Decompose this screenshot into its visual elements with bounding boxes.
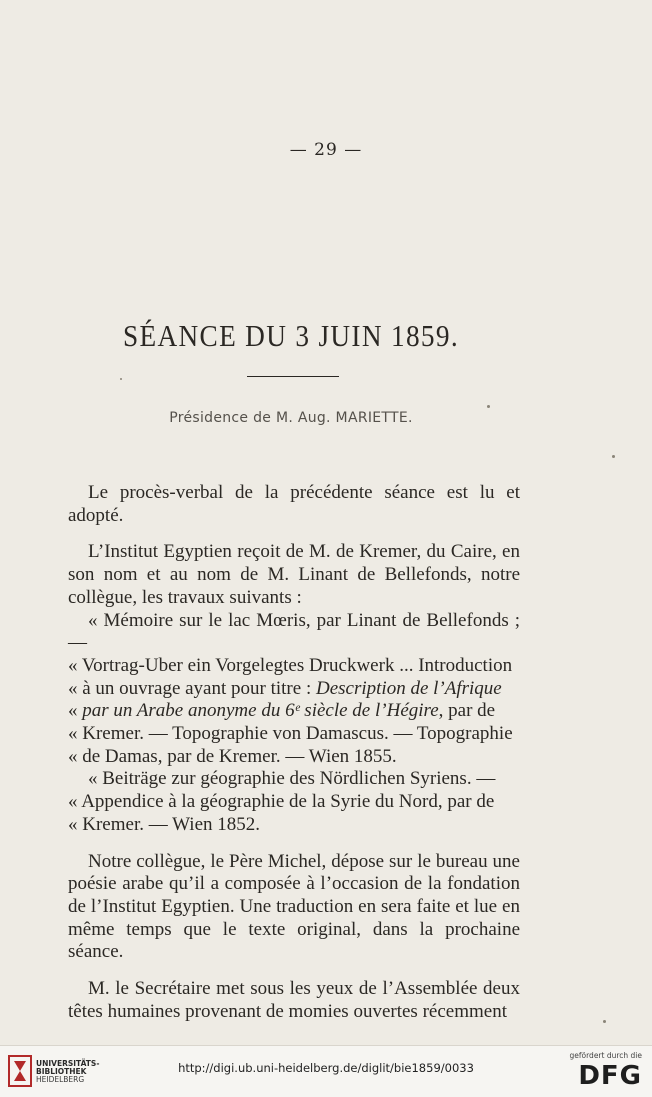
paragraph-secretaire: M. le Secrétaire met sous les yeux de l’Assemblée deux têtes humaines provenant de momies ouvertes récemment <box>68 978 520 1022</box>
paper-speck <box>120 378 122 380</box>
body-text <box>68 482 520 1023</box>
quote-line: « Beiträge zur géographie des Nördlichen Syriens. — <box>88 768 496 790</box>
quote-line: « Vortrag-Uber ein Vorgelegtes Druckwerk ... Introduction <box>68 654 513 676</box>
page-number: — 29 — <box>289 140 363 160</box>
quote-text: , par de <box>438 700 496 722</box>
quote-line <box>68 700 520 723</box>
funded-by-label: gefördert durch die <box>569 1051 642 1060</box>
quote-line: « Kremer. — Topographie von Damascus. — Topographie <box>68 723 513 745</box>
library-line: HEIDELBERG <box>36 1075 85 1084</box>
paragraph-minutes: Le procès-verbal de la précédente séance est lu et adopté. <box>68 482 520 526</box>
paragraph-pere-michel: Notre collègue, le Père Michel, dépose sur le bureau une poésie arabe qu’il a composée à l’occasion de la fondation de l’Institut Egyptien. Une traduction en sera faite et lue en même temps que le texte original, dans la prochaine séance. <box>68 850 520 963</box>
presidence-line: Présidence de M. Aug. MARIETTE. <box>169 410 413 426</box>
quote-line: « Kremer. — Wien 1852. <box>68 813 261 835</box>
quote-text: « à un ouvrage ayant pour titre : <box>68 677 316 699</box>
session-title: SÉANCE DU 3 JUIN 1859. <box>123 318 459 353</box>
quote-line <box>68 678 520 701</box>
title-divider <box>247 376 339 377</box>
library-line: UNIVERSITÄTS- <box>36 1059 100 1068</box>
library-line: BIBLIOTHEK <box>36 1067 87 1076</box>
paragraph-institut: L’Institut Egyptien reçoit de M. de Kremer, du Caire, en son nom et au nom de M. Linant de Bellefonds, notre collègue, les travaux suivants : <box>68 541 520 608</box>
quote-title-italic: Description de l’Afrique <box>315 677 502 699</box>
quote-line: « Appendice à la géographie de la Syrie du Nord, par de <box>68 791 495 813</box>
quote-line: « de Damas, par de Kremer. — Wien 1855. <box>68 745 397 767</box>
quote-block-1 <box>68 610 520 769</box>
dfg-logo[interactable]: DFG <box>578 1061 642 1091</box>
viewer-footer <box>0 1045 652 1097</box>
paper-speck <box>487 405 490 408</box>
quote-line: « Mémoire sur le lac Mœris, par Linant de Bellefonds ; — <box>68 609 520 654</box>
permalink-url[interactable]: http://digi.ub.uni-heidelberg.de/diglit/bie1859/0033 <box>178 1061 474 1075</box>
quote-text: « <box>68 700 83 722</box>
quote-title-italic: par un Arabe anonyme du 6ᵉ siècle de l’Hégire <box>82 700 439 722</box>
paper-speck <box>612 455 615 458</box>
quote-block-2 <box>68 768 520 836</box>
paper-speck <box>603 1020 606 1023</box>
